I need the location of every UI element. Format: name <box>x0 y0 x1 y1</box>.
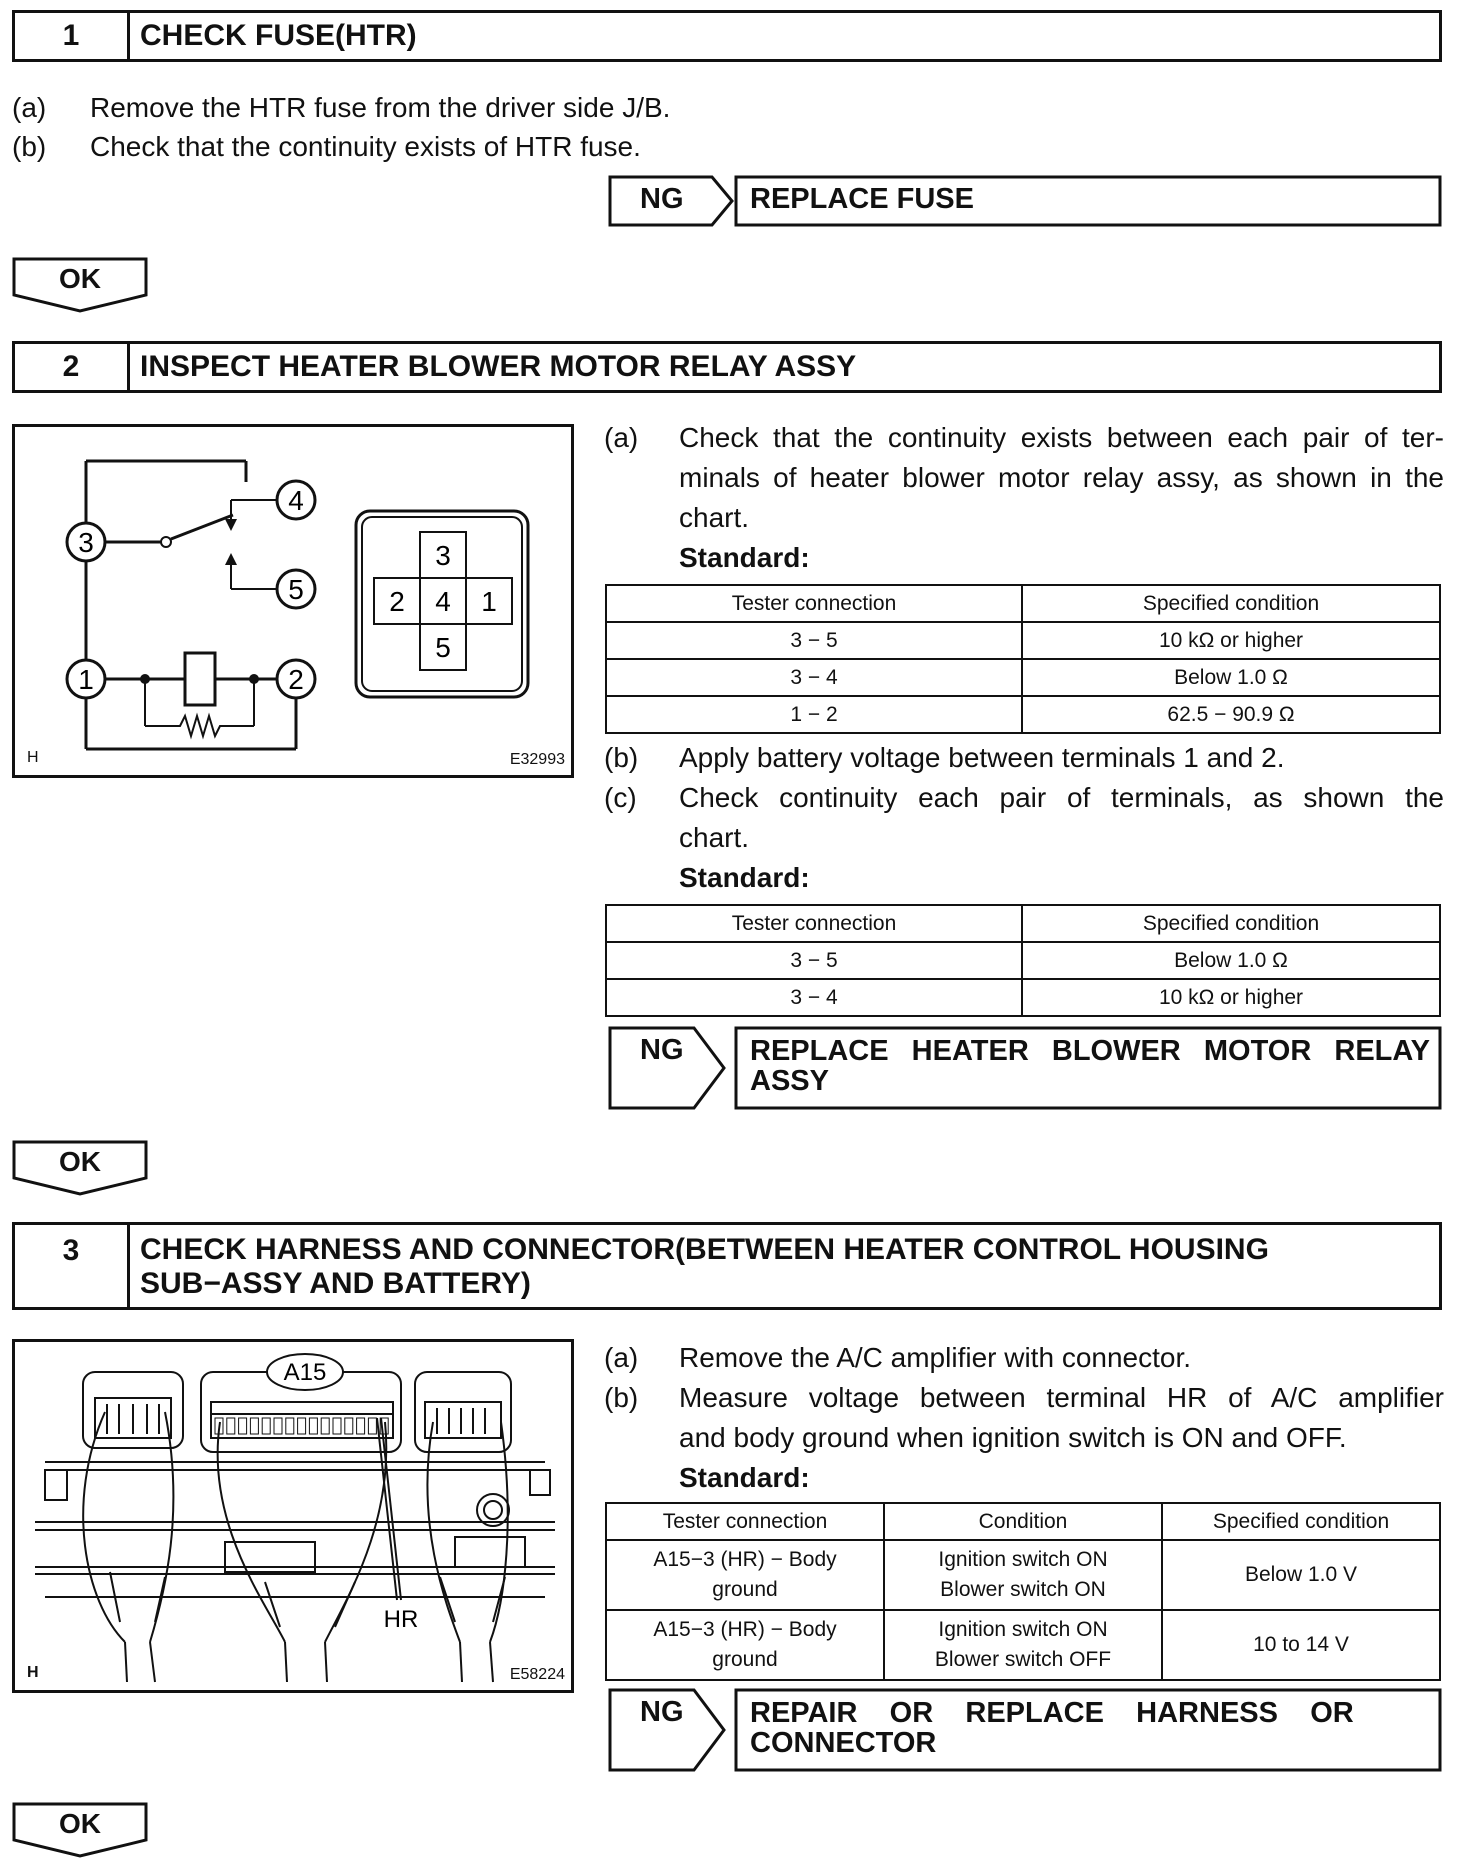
connector-pin <box>368 1418 376 1434</box>
step-title: CHECK FUSE(HTR) <box>140 19 417 52</box>
instruction-label: (a) <box>604 422 639 453</box>
instruction-line: minals of heater blower motor relay assy, as shown in the <box>679 462 1444 493</box>
ng-arrow-icon <box>608 175 1442 227</box>
switch-pivot <box>161 537 171 547</box>
terminal-1-label: 1 <box>78 664 94 695</box>
connector-pin <box>262 1418 270 1434</box>
table-cell <box>606 1540 884 1610</box>
table-cell <box>884 1540 1162 1610</box>
standard-label: Standard: <box>679 542 810 573</box>
instruction-text: Remove the A/C amplifier with connector. <box>679 1342 1192 1373</box>
ok-label: OK <box>59 263 101 294</box>
connector-pin <box>274 1418 282 1434</box>
instruction-line: chart. <box>679 502 750 533</box>
continuity-table-2 <box>605 904 1441 1017</box>
relay-diagram <box>12 424 574 778</box>
step-number: 1 <box>15 13 130 59</box>
ng-action-line: CONNECTOR <box>750 1727 937 1759</box>
step-2-header <box>12 341 1442 393</box>
ng-result-3 <box>608 1688 1442 1772</box>
instruction-label: (a) <box>604 1342 639 1373</box>
connector-id-label: A15 <box>283 1359 327 1386</box>
table-header: Tester connection <box>606 1503 884 1540</box>
ok-indicator-1 <box>12 257 148 313</box>
instruction-text: Remove the HTR fuse from the driver side J/B. <box>90 92 671 123</box>
figure-code: E32993 <box>509 751 565 768</box>
step-number: 3 <box>15 1225 130 1307</box>
relay-circuit-svg <box>15 427 571 775</box>
instruction-label: (b) <box>604 1382 639 1413</box>
no-contact-arrow-icon <box>225 553 237 565</box>
instruction-text: Apply battery voltage between terminals 1 and 2. <box>679 742 1285 773</box>
connector-label-5: 5 <box>435 632 451 663</box>
instruction-label: (a) <box>12 92 47 123</box>
standard-label: Standard: <box>679 1462 810 1493</box>
ng-action-line: REPLACE HEATER BLOWER MOTOR RELAY <box>750 1035 1430 1067</box>
switch-arm <box>171 515 233 539</box>
table-cell: 62.5 − 90.9 Ω <box>1022 696 1440 733</box>
continuity-table-1 <box>605 584 1441 734</box>
instruction-label: (c) <box>604 782 637 813</box>
terminal-5-label: 5 <box>288 574 304 605</box>
instruction-line: Check that the continuity exists between each pair of ter- <box>679 422 1444 453</box>
instruction-label: (b) <box>12 131 47 162</box>
table-cell: 3 − 5 <box>606 622 1022 659</box>
table-cell: 10 kΩ or higher <box>1022 979 1440 1016</box>
cell-line: ground <box>712 1648 778 1671</box>
connector-pin <box>333 1418 341 1434</box>
cell-line: Blower switch ON <box>940 1578 1106 1601</box>
cell-line: Ignition switch ON <box>938 1618 1108 1641</box>
connector-pin <box>345 1418 353 1434</box>
ok-label: OK <box>59 1146 101 1177</box>
table-cell <box>606 1610 884 1680</box>
table-cell: Below 1.0 Ω <box>1022 659 1440 696</box>
terminal-2-label: 2 <box>288 664 304 695</box>
table-header: Tester connection <box>606 905 1022 942</box>
cell-line: Blower switch OFF <box>934 1648 1112 1671</box>
table-cell: 3 − 4 <box>606 659 1022 696</box>
terminal-id-label: HR <box>383 1606 419 1633</box>
step-3-header <box>12 1222 1442 1310</box>
table-header: Specified condition <box>1162 1503 1440 1540</box>
connector-label-1: 1 <box>481 586 497 617</box>
ok-indicator-3 <box>12 1802 148 1858</box>
step-title: INSPECT HEATER BLOWER MOTOR RELAY ASSY <box>140 350 857 383</box>
figure-code: E58224 <box>509 1666 565 1683</box>
figure-corner-mark: H <box>27 1664 39 1681</box>
instruction-text: Check that the continuity exists of HTR fuse. <box>90 131 641 162</box>
connector-pin <box>239 1418 247 1434</box>
table-header: Specified condition <box>1022 905 1440 942</box>
instruction-line: Check continuity each pair of terminals, as shown the <box>679 782 1444 813</box>
table-header: Tester connection <box>606 585 1022 622</box>
ok-label: OK <box>59 1808 101 1839</box>
instruction-line: chart. <box>679 822 750 853</box>
instruction-label: (b) <box>604 742 639 773</box>
instruction-line: Measure voltage between terminal HR of A/C amplifier <box>679 1382 1444 1413</box>
connector-label-4: 4 <box>435 586 451 617</box>
connector-pin <box>227 1418 235 1434</box>
cell-line: Ignition switch ON <box>938 1548 1108 1571</box>
connector-label-3: 3 <box>435 540 451 571</box>
connector-pin-row <box>215 1418 388 1434</box>
cell-line: A15−3 (HR) − Body <box>653 1618 837 1641</box>
terminal-4-label: 4 <box>288 485 304 516</box>
table-cell: Below 1.0 V <box>1162 1540 1440 1610</box>
cell-line: A15−3 (HR) − Body <box>653 1548 837 1571</box>
connector-pin <box>286 1418 294 1434</box>
connector-pin <box>250 1418 258 1434</box>
connector-pin <box>321 1418 329 1434</box>
table-header: Specified condition <box>1022 585 1440 622</box>
table-cell: 1 − 2 <box>606 696 1022 733</box>
table-header: Condition <box>884 1503 1162 1540</box>
table-cell: 3 − 5 <box>606 942 1022 979</box>
step-title <box>140 1233 1429 1301</box>
ng-label: NG <box>640 1696 684 1728</box>
nc-contact-arrow-icon <box>225 519 237 531</box>
ng-label: NG <box>640 183 684 215</box>
ng-action-line: ASSY <box>750 1065 829 1097</box>
instruction-line: and body ground when ignition switch is ON and OFF. <box>679 1422 1347 1453</box>
terminal-3-label: 3 <box>78 527 94 558</box>
ok-indicator-2 <box>12 1140 148 1196</box>
connector-pin <box>298 1418 306 1434</box>
table-cell: Below 1.0 Ω <box>1022 942 1440 979</box>
connector-label-2: 2 <box>389 586 405 617</box>
relay-coil <box>185 653 215 705</box>
standard-label: Standard: <box>679 862 810 893</box>
cell-line: ground <box>712 1578 778 1601</box>
ng-result-1 <box>608 175 1442 227</box>
resistor-icon <box>145 716 254 736</box>
ng-action: REPLACE FUSE <box>750 183 974 215</box>
step-1-header <box>12 10 1442 62</box>
ng-label: NG <box>640 1034 684 1066</box>
voltage-table <box>605 1502 1441 1681</box>
connector-pin <box>309 1418 317 1434</box>
figure-corner-mark: H <box>27 749 39 766</box>
amplifier-illustration-svg <box>15 1342 571 1690</box>
ng-result-2 <box>608 1026 1442 1110</box>
table-cell: 10 to 14 V <box>1162 1610 1440 1680</box>
ng-action-line: REPAIR OR REPLACE HARNESS OR <box>750 1697 1354 1729</box>
table-cell: 10 kΩ or higher <box>1022 622 1440 659</box>
amplifier-connector-figure <box>12 1339 574 1693</box>
step-title-line: SUB−ASSY AND BATTERY) <box>140 1267 531 1300</box>
connector-pin <box>357 1418 365 1434</box>
table-cell <box>884 1610 1162 1680</box>
step-title-line: CHECK HARNESS AND CONNECTOR(BETWEEN HEATER CONTROL HOUSING <box>140 1233 1269 1266</box>
step-number: 2 <box>15 344 130 390</box>
table-cell: 3 − 4 <box>606 979 1022 1016</box>
